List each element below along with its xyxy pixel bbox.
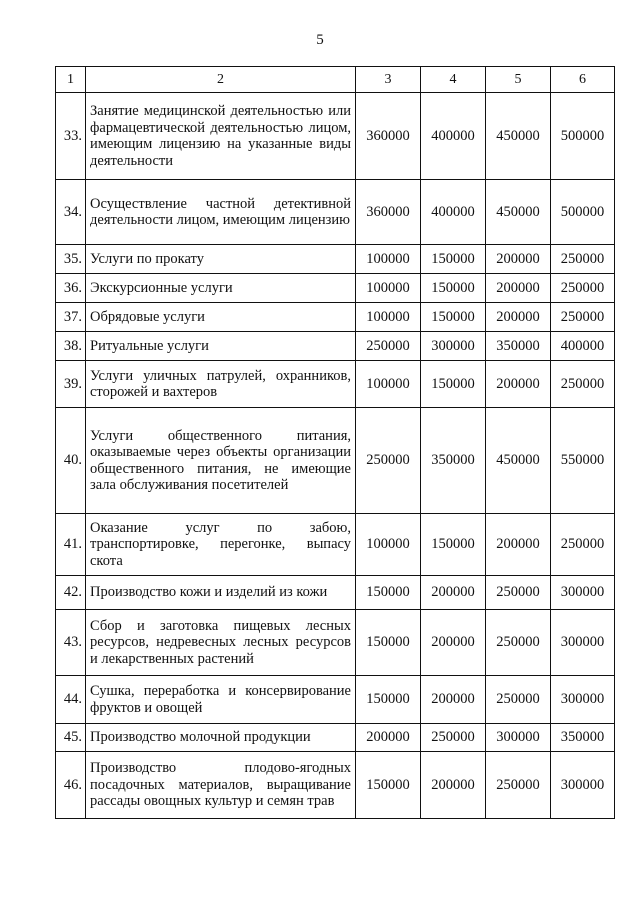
value-col-3: 150000 — [356, 610, 421, 676]
table-row — [56, 303, 615, 332]
row-description: Услуги общественного питания, оказываемые через объекты организации общественного питания, не имеющие зала обслуживания посетителей — [86, 408, 356, 514]
value-col-3: 200000 — [356, 724, 421, 752]
row-number: 43. — [56, 610, 86, 676]
row-number: 42. — [56, 576, 86, 610]
value-col-5: 450000 — [486, 408, 551, 514]
value-col-6: 500000 — [551, 180, 615, 245]
value-col-4: 250000 — [421, 724, 486, 752]
value-col-4: 150000 — [421, 514, 486, 576]
row-number: 38. — [56, 332, 86, 361]
value-col-4: 150000 — [421, 274, 486, 303]
row-description: Ритуальные услуги — [86, 332, 356, 361]
value-col-4: 300000 — [421, 332, 486, 361]
value-col-4: 200000 — [421, 752, 486, 819]
row-number: 45. — [56, 724, 86, 752]
value-col-4: 200000 — [421, 576, 486, 610]
value-col-3: 100000 — [356, 274, 421, 303]
value-col-4: 150000 — [421, 361, 486, 408]
row-description: Производство плодово-ягодных посадочных материалов, выращивание рассады овощных культур и семян трав — [86, 752, 356, 819]
row-description: Экскурсионные услуги — [86, 274, 356, 303]
row-description: Услуги по прокату — [86, 245, 356, 274]
value-col-6: 300000 — [551, 576, 615, 610]
table-row — [56, 408, 615, 514]
value-col-3: 250000 — [356, 332, 421, 361]
header-cell-6: 6 — [551, 67, 615, 93]
table-row — [56, 610, 615, 676]
value-col-3: 150000 — [356, 676, 421, 724]
row-number: 41. — [56, 514, 86, 576]
row-number: 36. — [56, 274, 86, 303]
row-description: Услуги уличных патрулей, охранников, сторожей и вахтеров — [86, 361, 356, 408]
value-col-3: 360000 — [356, 180, 421, 245]
value-col-6: 250000 — [551, 245, 615, 274]
value-col-6: 250000 — [551, 361, 615, 408]
value-col-3: 100000 — [356, 303, 421, 332]
table-header-row — [56, 67, 615, 93]
row-description: Сушка, переработка и консервирование фруктов и овощей — [86, 676, 356, 724]
table-row — [56, 93, 615, 180]
value-col-4: 350000 — [421, 408, 486, 514]
table-row — [56, 514, 615, 576]
value-col-6: 350000 — [551, 724, 615, 752]
table-row — [56, 752, 615, 819]
value-col-6: 300000 — [551, 610, 615, 676]
table-row — [56, 361, 615, 408]
value-col-4: 150000 — [421, 303, 486, 332]
value-col-5: 350000 — [486, 332, 551, 361]
value-col-4: 200000 — [421, 610, 486, 676]
value-col-4: 200000 — [421, 676, 486, 724]
value-col-3: 360000 — [356, 93, 421, 180]
row-number: 35. — [56, 245, 86, 274]
row-description: Производство кожи и изделий из кожи — [86, 576, 356, 610]
row-number: 44. — [56, 676, 86, 724]
value-col-6: 550000 — [551, 408, 615, 514]
row-number: 37. — [56, 303, 86, 332]
table-row — [56, 332, 615, 361]
header-cell-3: 3 — [356, 67, 421, 93]
value-col-5: 250000 — [486, 576, 551, 610]
value-col-3: 250000 — [356, 408, 421, 514]
value-col-5: 250000 — [486, 610, 551, 676]
value-col-5: 300000 — [486, 724, 551, 752]
value-col-4: 150000 — [421, 245, 486, 274]
row-description: Оказание услуг по забою, транспортировке, перегонке, выпасу скота — [86, 514, 356, 576]
row-description: Осуществление частной детективной деятельности лицом, имеющим лицензию — [86, 180, 356, 245]
header-cell-2: 2 — [86, 67, 356, 93]
row-description: Занятие медицинской деятельностью или фармацевтической деятельностью лицом, имеющим лицензию на указанные виды деятельности — [86, 93, 356, 180]
value-col-4: 400000 — [421, 93, 486, 180]
table-row — [56, 180, 615, 245]
value-col-3: 150000 — [356, 576, 421, 610]
table-row — [56, 724, 615, 752]
header-cell-1: 1 — [56, 67, 86, 93]
row-number: 39. — [56, 361, 86, 408]
row-number: 46. — [56, 752, 86, 819]
table-row — [56, 576, 615, 610]
value-col-6: 250000 — [551, 303, 615, 332]
row-number: 34. — [56, 180, 86, 245]
table-row — [56, 245, 615, 274]
value-col-5: 200000 — [486, 274, 551, 303]
value-col-6: 300000 — [551, 752, 615, 819]
row-number: 40. — [56, 408, 86, 514]
value-col-3: 150000 — [356, 752, 421, 819]
table-row — [56, 676, 615, 724]
row-description: Обрядовые услуги — [86, 303, 356, 332]
value-col-3: 100000 — [356, 245, 421, 274]
page-number: 5 — [316, 32, 324, 48]
value-col-5: 200000 — [486, 245, 551, 274]
value-col-5: 250000 — [486, 752, 551, 819]
row-description: Сбор и заготовка пищевых лесных ресурсов, недревесных лесных ресурсов и лекарственных растений — [86, 610, 356, 676]
value-col-5: 450000 — [486, 180, 551, 245]
value-col-5: 200000 — [486, 303, 551, 332]
value-col-5: 200000 — [486, 514, 551, 576]
header-cell-4: 4 — [421, 67, 486, 93]
value-col-6: 250000 — [551, 514, 615, 576]
value-col-6: 300000 — [551, 676, 615, 724]
header-cell-5: 5 — [486, 67, 551, 93]
value-col-3: 100000 — [356, 514, 421, 576]
value-col-6: 250000 — [551, 274, 615, 303]
row-number: 33. — [56, 93, 86, 180]
value-col-6: 500000 — [551, 93, 615, 180]
value-col-4: 400000 — [421, 180, 486, 245]
value-col-3: 100000 — [356, 361, 421, 408]
value-col-6: 400000 — [551, 332, 615, 361]
value-col-5: 250000 — [486, 676, 551, 724]
row-description: Производство молочной продукции — [86, 724, 356, 752]
value-col-5: 200000 — [486, 361, 551, 408]
table-row — [56, 274, 615, 303]
tax-rates-table — [55, 66, 615, 819]
value-col-5: 450000 — [486, 93, 551, 180]
